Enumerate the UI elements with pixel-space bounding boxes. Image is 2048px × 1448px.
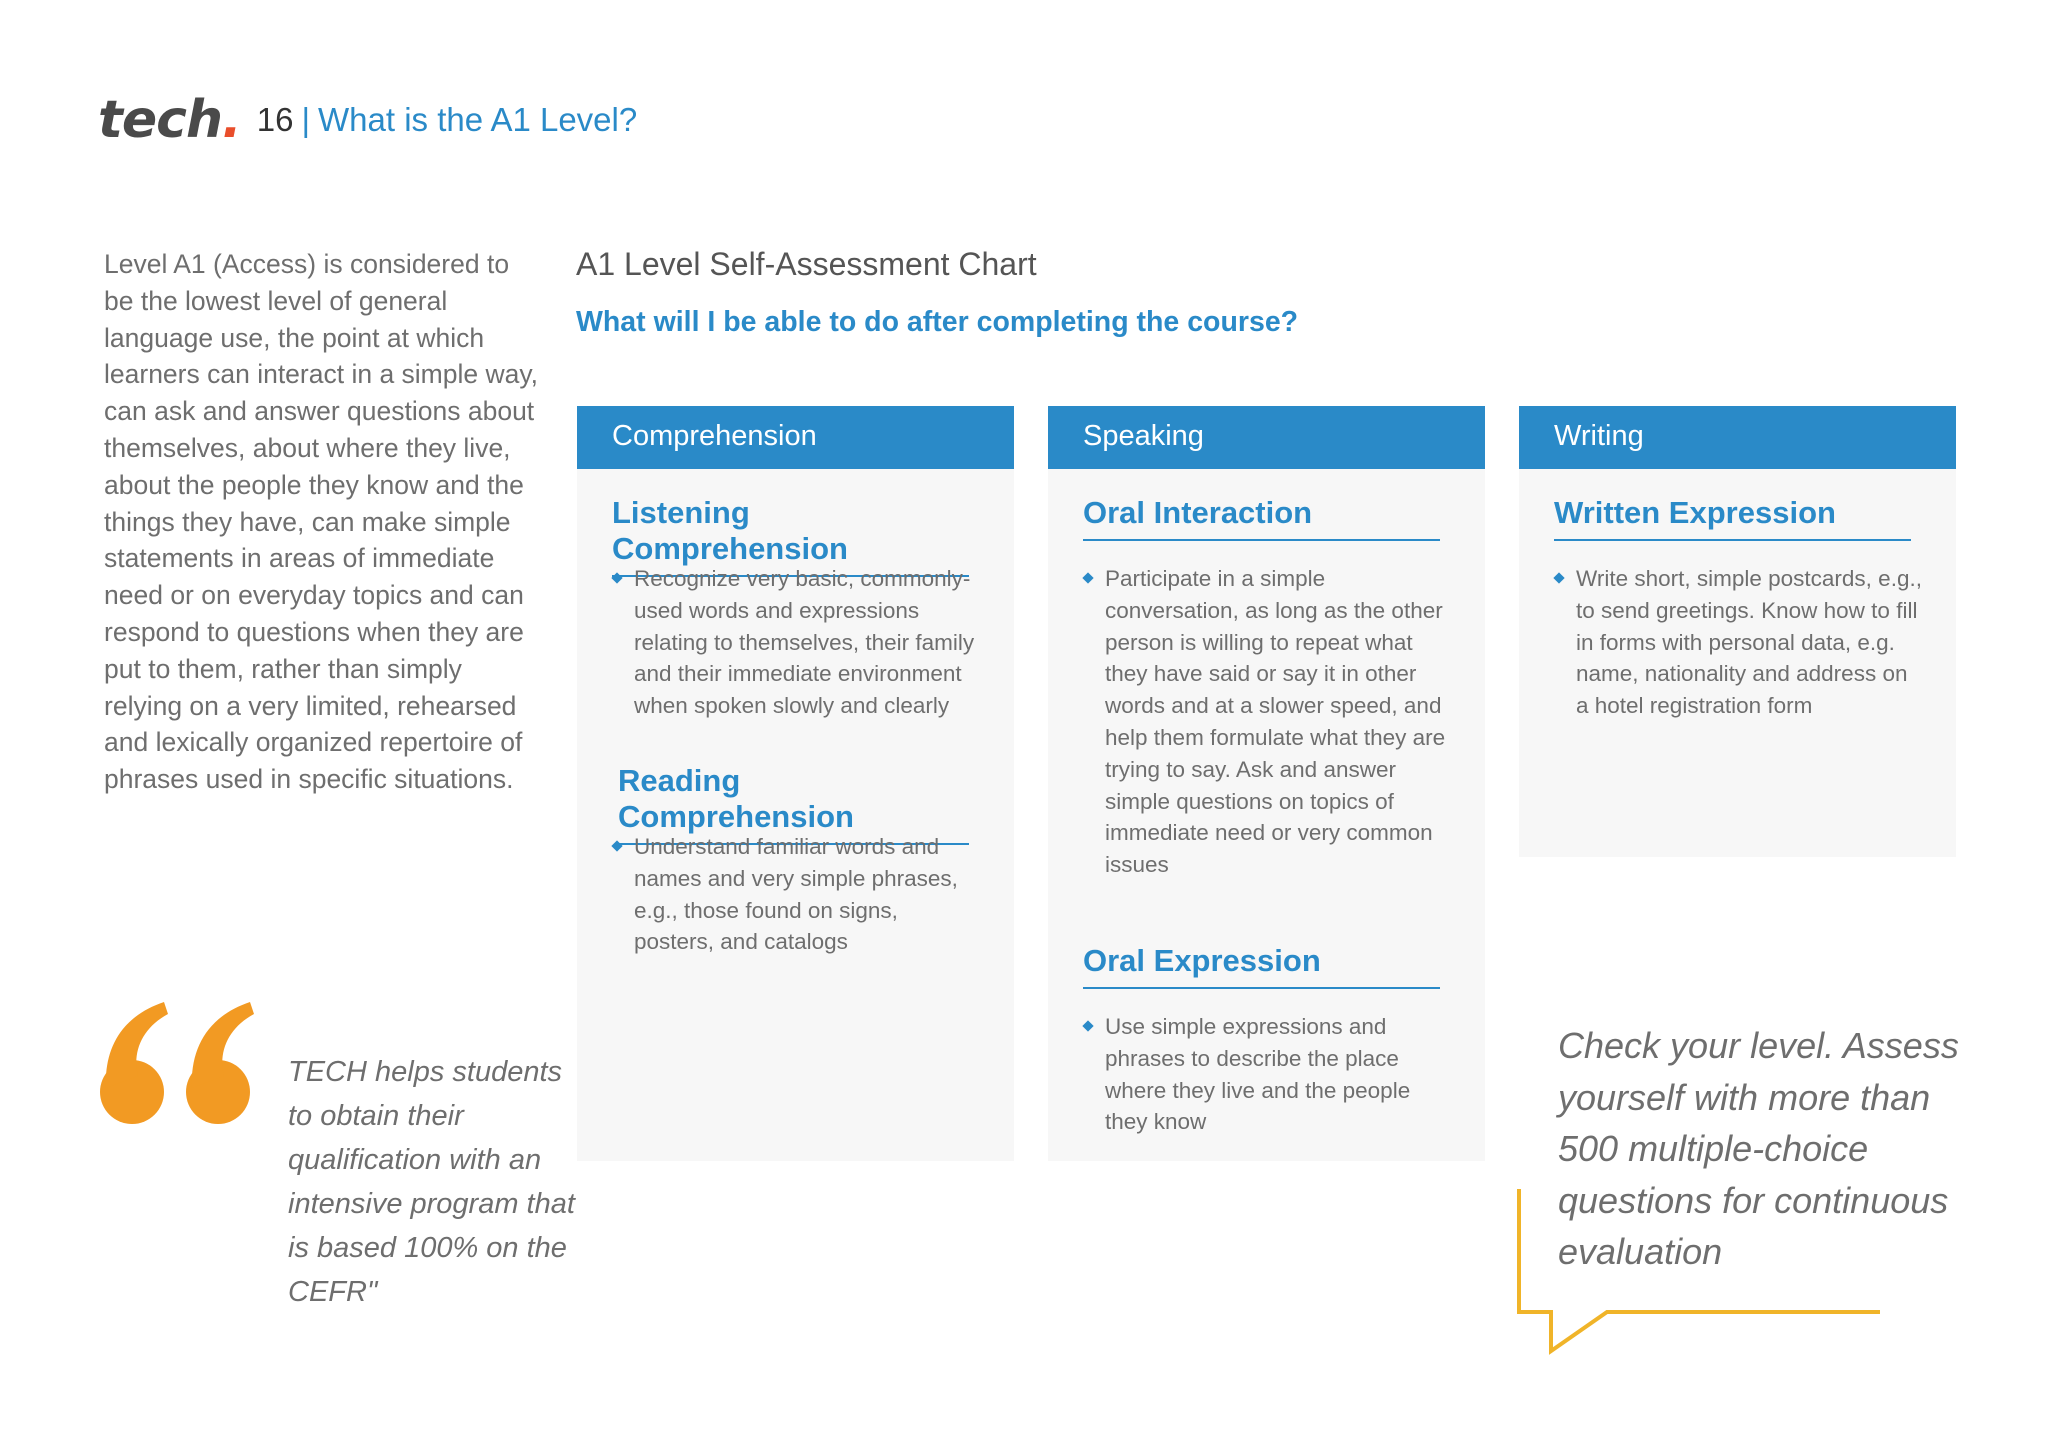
tech-logo: [98, 90, 241, 150]
callout-text: Check your level. Assess yourself with more than 500 multiple-choice questions for continuous evaluation: [1558, 1025, 1959, 1272]
bullet-diamond-icon: [1553, 572, 1564, 583]
section-title-written-expression: Written Expression: [1554, 495, 1911, 541]
section-title-oral-interaction: Oral Interaction: [1083, 495, 1440, 541]
logo-text: tech: [98, 90, 222, 150]
bullet-diamond-icon: [611, 840, 622, 851]
bullet-diamond-icon: [611, 572, 622, 583]
column-writing: [1519, 406, 1956, 857]
column-speaking: [1048, 406, 1485, 1161]
section-text-oral-expression: Use simple expressions and phrases to describe the place where they live and the people they know: [1083, 1011, 1453, 1138]
section-title-reading: Reading Comprehension: [618, 763, 969, 845]
section-text-listening: Recognize very basic, commonly-used words and expressions relating to themselves, their family and their immediate environment when spoken slowly and clearly: [612, 563, 982, 722]
section-text-reading: Understand familiar words and names and very simple phrases, e.g., those found on signs, posters, and catalogs: [612, 831, 982, 958]
quote-text: TECH helps students to obtain their qualification with an intensive program that is based 100% on the CEFR": [288, 1056, 575, 1308]
section-title-oral-expression: Oral Expression: [1083, 943, 1440, 989]
intro-paragraph: Level A1 (Access) is considered to be the lowest level of general language use, the point at which learners can interact in a simple way, can ask and answer questions about themselves, about where they live, about the people they know and the things they have, can make simple statements in areas of immediate need or on everyday topics and can respond to questions when they are put to them, rather than simply relying on a very limited, rehearsed and lexically organized repertoire of phrases used in specific situations.: [104, 249, 539, 795]
page-number: 16: [256, 101, 294, 138]
column-heading: Writing: [1519, 406, 1956, 469]
section-title-listening: Listening Comprehension: [612, 495, 969, 577]
header-separator: |: [301, 101, 311, 138]
page-header: [98, 90, 637, 150]
column-comprehension: [577, 406, 1014, 1161]
bullet-diamond-icon: [1082, 1020, 1093, 1031]
column-body: [1048, 469, 1485, 1161]
bullet-diamond-icon: [1082, 572, 1093, 583]
column-body: [577, 469, 1014, 1161]
column-heading: Speaking: [1048, 406, 1485, 469]
column-body: [1519, 469, 1956, 857]
page-title: What is the A1 Level?: [318, 101, 638, 138]
section-text-written-expression: Write short, simple postcards, e.g., to send greetings. Know how to fill in forms with personal data, e.g. name, nationality and address on a hotel registration form: [1554, 563, 1924, 722]
column-heading: Comprehension: [577, 406, 1014, 469]
speech-bubble-icon: [1515, 1185, 1885, 1355]
chart-subtitle: What will I be able to do after completing the course?: [576, 306, 1299, 338]
section-text-oral-interaction: Participate in a simple conversation, as long as the other person is willing to repeat what they have said or say it in other words and at a slower speed, and help them formulate what they are trying to say. Ask and answer simple questions on topics of immediate need or very common issues: [1083, 563, 1453, 881]
chart-title: A1 Level Self-Assessment Chart: [576, 246, 1037, 282]
logo-dot-icon: .: [221, 90, 241, 150]
quote-mark-icon: [98, 1000, 258, 1130]
